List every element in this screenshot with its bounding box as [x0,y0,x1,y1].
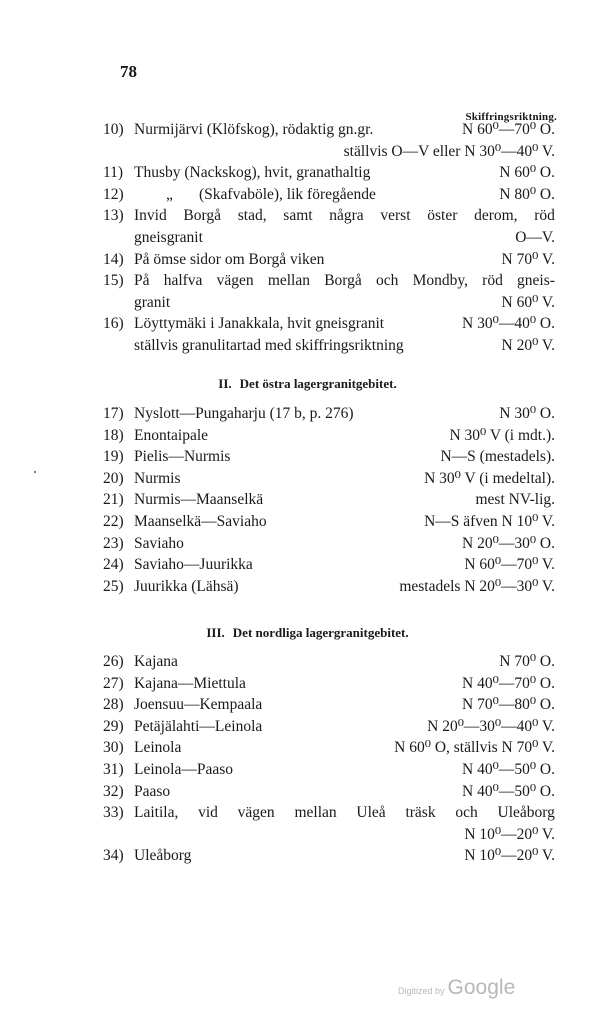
entry-location: Leinola—Paaso [134,760,234,778]
entry-location: Joensuu—Kempaala [134,696,263,714]
entry-number: 12) [103,185,124,203]
entry-value: N 60⁰ V. [501,293,555,311]
entry-number: 22) [103,512,124,530]
entry-12 [103,184,555,206]
entry-value: N 70⁰—80⁰ O. [462,696,555,714]
entry-14 [103,249,555,271]
entry-21 [103,489,555,511]
entry-15-continuation [103,292,555,314]
entry-value: N 60⁰ O, ställvis N 70⁰ V. [394,739,555,757]
word: träsk [405,804,436,822]
entry-value-continuation: N 20⁰ V. [501,336,555,354]
section-title-2 [0,376,615,392]
section-title-3 [0,625,615,641]
column-header: Skiffringsriktning. [465,111,557,123]
entry-location: Nurmijärvi (Klöfskog), rödaktig gn.gr. [134,121,374,138]
entry-30 [103,737,555,759]
word: På [134,272,150,290]
word: Uleå [356,804,386,822]
word: och [375,272,399,290]
word: några [329,207,364,225]
entry-location: Pielis—Nurmis [134,448,231,466]
entry-number: 14) [103,250,124,268]
section-title-text: Det östra lagergranitgebitet. [239,376,397,391]
entry-value: N 70⁰ O. [499,653,555,670]
entry-10-continuation [103,141,555,163]
entry-number: 17) [103,405,124,422]
entry-location: Enontaipale [134,426,209,444]
word: röd [482,272,503,290]
word: halfva [163,272,203,290]
entry-location: Saviaho [134,534,184,552]
entry-value: N 60⁰—70⁰ O. [462,121,555,138]
entry-value: N 20⁰—30⁰ O. [462,534,555,552]
word: Mondby, [412,272,468,290]
entry-location-continuation: gneisgranit [134,228,203,246]
entry-value: O—V. [515,228,555,246]
entry-value: N 80⁰ O. [499,185,555,203]
entry-number: 19) [103,448,124,466]
entry-location: Nurmis—Maanselkä [134,491,264,509]
word: röd [534,207,555,225]
entry-location: Kajana—Miettula [134,674,246,692]
word: Uleåborg [497,804,555,822]
entry-value: N—S äfven N 10⁰ V. [424,512,555,530]
word: derom, [474,207,518,225]
entry-location: Petäjälahti—Leinola [134,717,263,735]
entry-location: Löyttymäki i Janakkala, hvit gneisgranit [134,315,385,333]
entry-number: 21) [103,491,124,509]
word: Invid [134,207,167,225]
entry-location-continuation: granit [134,293,171,311]
page-number: 78 [120,62,137,81]
word: Laitila, [134,804,179,822]
entry-location: Nurmis [134,469,181,487]
entry-value: N 30⁰ V (i medeltal). [424,469,555,487]
entries-block-2 [103,403,555,597]
entry-number: 15) [103,272,124,290]
entry-location: Kajana [134,653,178,670]
entry-location: Paaso [134,782,171,800]
word: öster [427,207,458,225]
entry-value: N 60⁰ O. [499,164,555,182]
entry-value: N 30⁰—40⁰ O. [462,315,555,333]
entry-31 [103,759,555,781]
entry-10 [103,119,555,141]
entry-location-justified [134,270,555,292]
entry-value: N 40⁰—70⁰ O. [462,674,555,692]
ditto-mark: „ [166,185,173,203]
entry-33 [103,802,555,824]
word: samt [283,207,313,225]
entry-13-continuation [103,227,555,249]
entry-19 [103,446,555,468]
entry-29 [103,716,555,738]
entry-location: Leinola [134,739,182,757]
word: mellan [294,804,337,822]
entry-18 [103,425,555,447]
entry-20 [103,468,555,490]
scan-speck [34,471,36,473]
entry-23 [103,533,555,555]
entry-number: 10) [103,121,124,138]
entry-number: 27) [103,674,124,692]
entry-15 [103,270,555,292]
entry-17 [103,403,555,425]
section-roman-numeral: II. [218,376,232,391]
entry-location: (Skafvaböle), lik föregående [199,185,376,203]
entry-value: N 40⁰—50⁰ O. [462,760,555,778]
entry-32 [103,781,555,803]
section-roman-numeral: III. [206,625,225,640]
entry-number: 16) [103,315,124,333]
entry-value: N 20⁰—30⁰—40⁰ V. [427,717,555,735]
entries-block-1 [103,119,555,357]
entry-24 [103,554,555,576]
entry-number: 30) [103,739,124,757]
entry-location: Nyslott—Pungaharju (17 b, p. 276) [134,405,354,422]
entry-location: Uleåborg [134,847,192,865]
entry-27 [103,673,555,695]
word: verst [380,207,411,225]
word: vägen [216,272,254,290]
entry-number: 26) [103,653,124,670]
entry-16-continuation [103,335,555,357]
entry-number: 20) [103,469,124,487]
word: Borgå [183,207,222,225]
entry-number: 29) [103,717,124,735]
word: Borgå [324,272,362,290]
watermark-prefix: Digitized by [398,986,445,996]
entry-location: Thusby (Nackskog), hvit, granathaltig [134,164,371,182]
entry-location: Juurikka (Lähsä) [134,577,239,595]
entry-number: 25) [103,577,124,595]
entry-location-continuation: ställvis granulitartad med skiffringsriktning [134,336,404,354]
entry-value: N 10⁰—20⁰ V. [464,825,555,843]
entry-value: N 60⁰—70⁰ V. [464,556,555,574]
entry-number: 11) [103,164,124,182]
entry-location-justified [134,802,555,824]
entry-value: N 30⁰ V (i mdt.). [449,426,555,444]
entry-number: 34) [103,847,124,865]
entry-number: 28) [103,696,124,714]
entry-value: N 70⁰ V. [501,250,555,268]
entry-11 [103,162,555,184]
entry-33-continuation [103,824,555,846]
entry-22 [103,511,555,533]
entry-number: 24) [103,556,124,574]
entries-block-3 [103,651,555,867]
entry-28 [103,694,555,716]
entry-number: 31) [103,760,124,778]
entry-34 [103,845,555,867]
word: och [455,804,478,822]
entry-number: 18) [103,426,124,444]
word: mellan [267,272,310,290]
entry-value: N 40⁰—50⁰ O. [462,782,555,800]
entry-location-justified [134,205,555,227]
entry-value: N—S (mestadels). [440,448,555,466]
entry-value: mest NV-lig. [475,491,555,509]
section-title-text: Det nordliga lagergranitgebitet. [232,625,409,640]
entry-26 [103,651,555,673]
entry-number: 23) [103,534,124,552]
word: vid [198,804,218,822]
entry-location: På ömse sidor om Borgå viken [134,250,325,268]
entry-value: N 10⁰—20⁰ V. [464,847,555,865]
word: gneis- [517,272,555,290]
entry-13 [103,205,555,227]
entry-value: N 30⁰ O. [499,405,555,422]
watermark-logo-text: Google [447,976,516,999]
word: stad, [237,207,267,225]
entry-value: mestadels N 20⁰—30⁰ V. [399,577,555,595]
entry-location: Saviaho—Juurikka [134,556,253,574]
entry-value-continuation: ställvis O—V eller N 30⁰—40⁰ V. [343,142,555,160]
digitized-watermark [398,976,515,1000]
entry-number: 13) [103,207,124,225]
entry-16 [103,313,555,335]
entry-25 [103,576,555,598]
entry-location: Maanselkä—Saviaho [134,512,267,530]
word: vägen [237,804,275,822]
entry-number: 33) [103,804,124,822]
entry-number: 32) [103,782,124,800]
